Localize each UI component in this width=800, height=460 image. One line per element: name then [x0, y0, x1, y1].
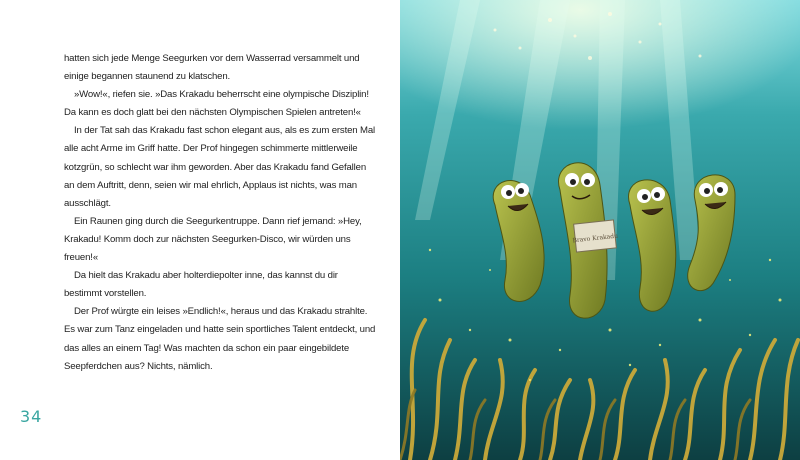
story-text	[64, 50, 376, 376]
paragraph: In der Tat sah das Krakadu fast schon elegant aus, als es zum ersten Mal alle acht Arme im Griff hatte. Der Prof hingegen schimmerte mittlerweile kotzgrün, so schlecht war ihm geworden. Aber das Krakadu fand Gefallen an dem Auftritt, denn, seien wir mal ehrlich, Applaus ist nichts, was man ausschlägt.	[64, 125, 375, 209]
paragraph: Der Prof würgte ein leises »Endlich!«, heraus und das Krakadu strahlte. Es war zum Tanz eingeladen und hatte sein sportliches Talent entdeckt, und das alles an einem Tag! Was machten da schon ein paar eingebildete Seepferdchen aus? Nichts, nämlich.	[64, 306, 376, 372]
paragraph: Ein Raunen ging durch die Seegurkentruppe. Dann rief jemand: »Hey, Krakadu! Komm doch zur nächsten Seegurken-Disco, wir würden uns freuen!«	[64, 215, 362, 264]
page-number: 34	[20, 407, 43, 426]
paragraph: »Wow!«, riefen sie. »Das Krakadu beherrscht eine olympische Disziplin! Da kann es doch glatt bei den nächsten Olympischen Spielen antreten!«	[64, 89, 369, 119]
sea-cucumber-scene	[400, 0, 800, 460]
paragraph: Da hielt das Krakadu aber holterdiepolter inne, das kannst du dir bestimmt vorstellen.	[64, 270, 338, 300]
sign-text: Bravo Krakadu	[572, 232, 619, 245]
paragraph: hatten sich jede Menge Seegurken vor dem Wasserrad versammelt und einige begannen staunend zu klatschen.	[64, 53, 360, 83]
underwater-illustration	[400, 0, 800, 460]
